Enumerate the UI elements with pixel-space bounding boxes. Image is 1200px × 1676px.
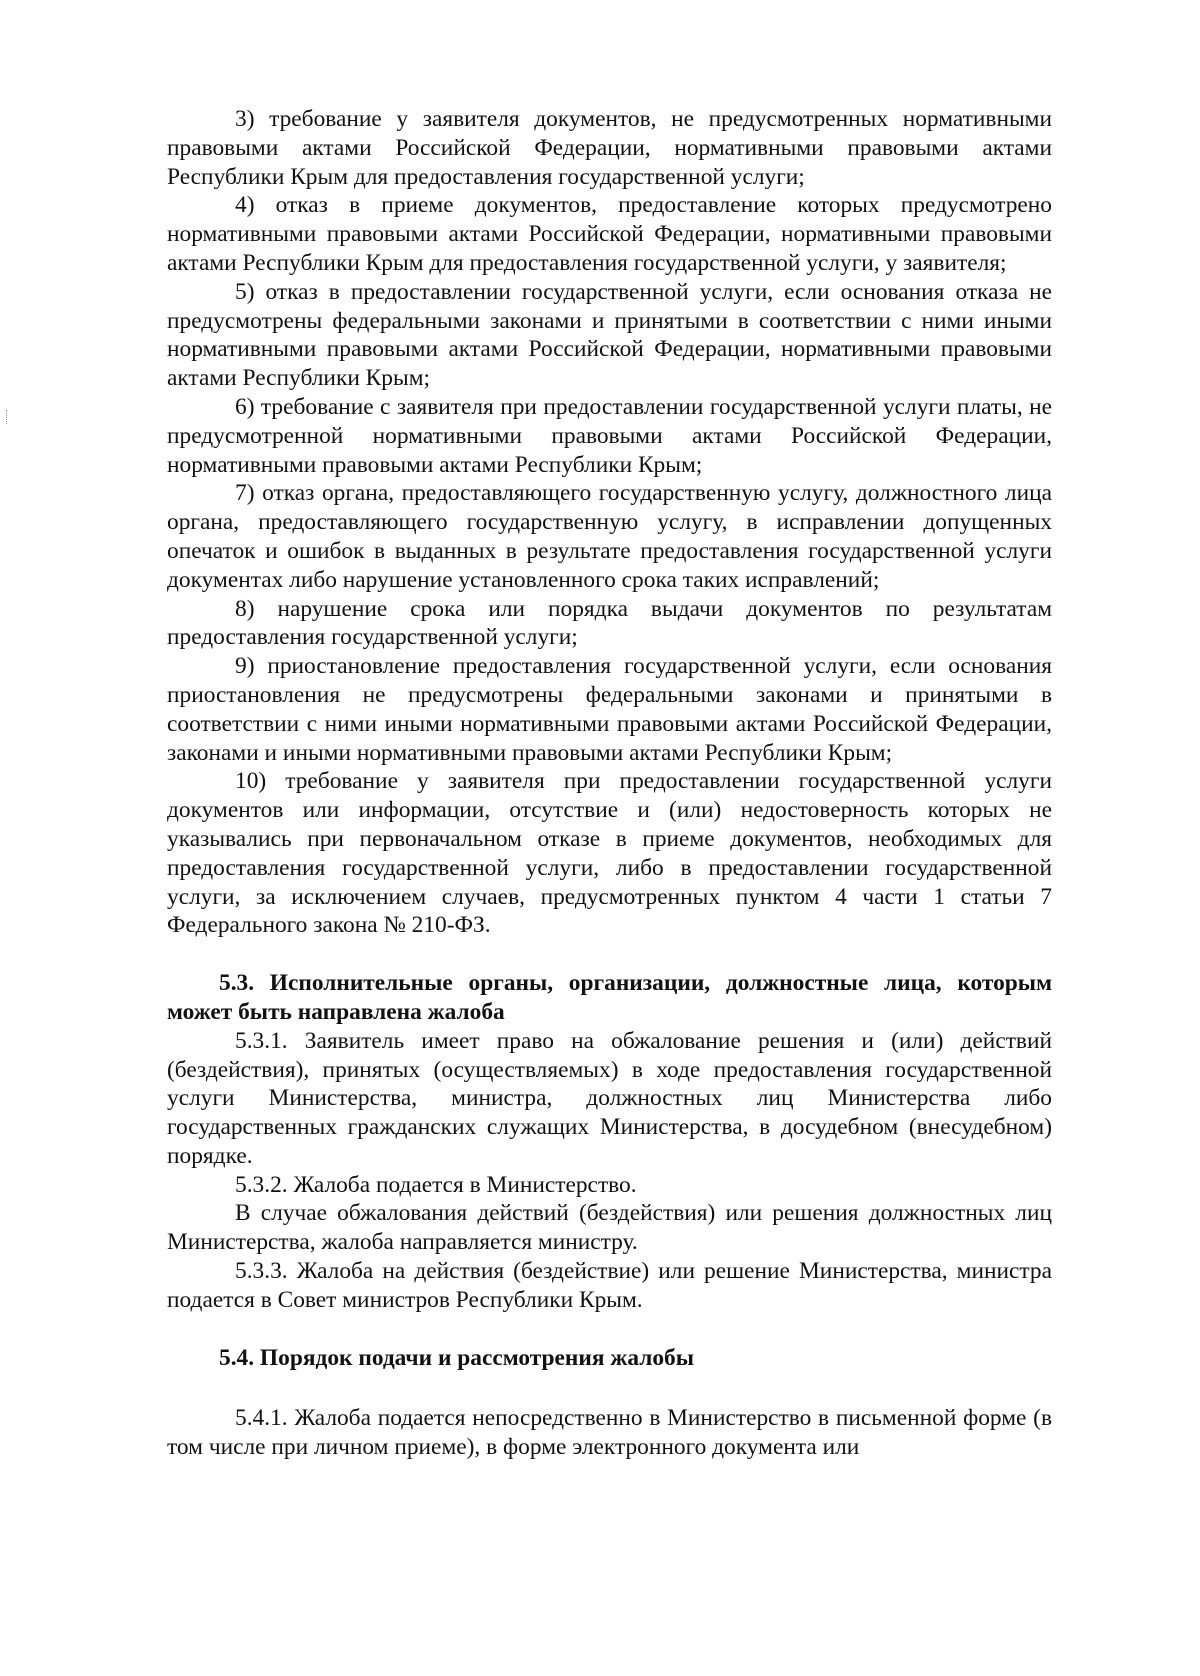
paragraph-spacer bbox=[167, 940, 1052, 969]
list-item: 3) требование у заявителя документов, не предусмотренных нормативными правовыми актами Российской Федерации, нормативными правовыми актами Республики Крым для предоставления государственной услуги; bbox=[167, 106, 1052, 190]
list-item: 6) требование с заявителя при предоставлении государственной услуги платы, не предусмотренной нормативными правовыми актами Российской Федерации, нормативными правовыми актами Республики Крым; bbox=[167, 393, 1052, 478]
list-item: 10) требование у заявителя при предоставлении государственной услуги документов или информации, отсутствие и (или) недостоверность которых не указывались при первоначальном отказе в приеме документов, необходимых для предоставления государственной услуги, либо в предоставлении государственной услуги, за исключением случаев, предусмотренных пунктом 4 части 1 статьи 7 Федерального закона № 210-ФЗ. bbox=[167, 768, 1052, 939]
list-item: 5) отказ в предоставлении государственной услуги, если основания отказа не предусмотрены федеральными законами и принятыми в соответствии с ними иными нормативными правовыми актами Российской Федерации, нормативными правовыми актами Республики Крым; bbox=[167, 278, 1052, 392]
paragraph-spacer bbox=[167, 1315, 1052, 1344]
paragraph-spacer bbox=[167, 1372, 1052, 1404]
paragraph-5-3-1: 5.3.1. Заявитель имеет право на обжалование решения и (или) действий (бездействия), принятых (осуществляемых) в ходе предоставления государственной услуги Министерства, министра, должностных лиц Министерства либо государственных гражданских служащих Министерства, в досудебном (внесудебном) порядке. bbox=[167, 1027, 1052, 1169]
scan-margin-mark bbox=[6, 410, 10, 424]
section-heading-5-3: 5.3. Исполнительные органы, организации, должностные лица, которым может быть направлена жалоба bbox=[167, 970, 1052, 1025]
paragraph-5-3-3: 5.3.3. Жалоба на действия (бездействие) или решение Министерства, министра подается в Совет министров Республики Крым. bbox=[167, 1258, 1052, 1313]
paragraph-5-3-2: 5.3.2. Жалоба подается в Министерство. bbox=[235, 1171, 637, 1198]
list-item: 4) отказ в приеме документов, предоставление которых предусмотрено нормативными правовыми актами Российской Федерации, нормативными правовыми актами Республики Крым для предоставления государственной услуги, у заявителя; bbox=[167, 192, 1052, 276]
list-item: 7) отказ органа, предоставляющего государственную услугу, должностного лица органа, предоставляющего государственную услугу, в исправлении допущенных опечаток и ошибок в выданных в результате предоставления государственной услуги документах либо нарушение установленного срока таких исправлений; bbox=[167, 480, 1052, 593]
list-item: 9) приостановление предоставления государственной услуги, если основания приостановления не предусмотрены федеральными законами и принятыми в соответствии с ними иными нормативными правовыми актами Российской Федерации, законами и иными нормативными правовыми актами Республики Крым; bbox=[167, 653, 1052, 766]
paragraph-5-3-2-note: В случае обжалования действий (бездействия) или решения должностных лиц Министерства, жалоба направляется министру. bbox=[167, 1200, 1052, 1256]
section-heading-5-4: 5.4. Порядок подачи и рассмотрения жалобы bbox=[219, 1344, 695, 1371]
paragraph-5-4-1: 5.4.1. Жалоба подается непосредственно в Министерство в письменной форме (в том числе при личном приеме), в форме электронного документа или bbox=[167, 1405, 1052, 1461]
list-item: 8) нарушение срока или порядка выдачи документов по результатам предоставления государственной услуги; bbox=[167, 595, 1052, 651]
document-page bbox=[167, 105, 1052, 1462]
